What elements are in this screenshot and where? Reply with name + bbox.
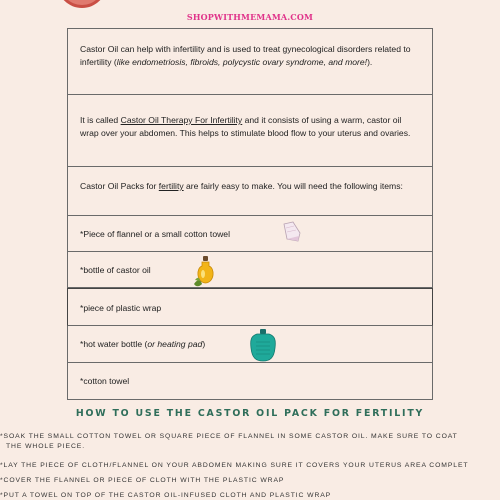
item-cotton-towel [67, 363, 433, 400]
therapy-text: It is called [80, 115, 121, 125]
therapy-text-end: and it consists of using a warm, castor oil wrap over your abdomen. This helps to stimulate blood flow to your uterus and ovaries. [80, 115, 411, 138]
hot-water-bottle-icon [249, 328, 277, 362]
intro-text: Castor Oil can help with infertility and is used to treat gynecological disorders related to infertility ( [80, 44, 411, 67]
oil-bottle-icon [192, 254, 218, 288]
item-castor-oil-label: *bottle of castor oil [80, 265, 151, 275]
therapy-link[interactable]: Castor Oil Therapy For Infertility [120, 115, 243, 125]
hot-water-text: *hot water bottle ( [80, 339, 148, 349]
item-cotton-towel-label: *cotton towel [80, 376, 130, 386]
item-plastic-wrap [67, 288, 433, 326]
item-flannel [67, 216, 433, 252]
intro-italic: like endometriosis, fibroids, polycystic ovary syndrome, and more! [116, 56, 368, 67]
intro-paragraph-2 [67, 95, 433, 167]
intro-paragraph-3 [67, 167, 433, 216]
items-intro-text: Castor Oil Packs for [80, 181, 159, 191]
step-3: *COVER THE FLANNEL OR PIECE OF CLOTH WITH THE PLASTIC WRAP [0, 477, 285, 484]
logo-badge [57, 0, 107, 8]
item-flannel-label: *Piece of flannel or a small cotton towel [80, 229, 230, 239]
item-castor-oil [67, 252, 433, 288]
item-plastic-wrap-label: *piece of plastic wrap [80, 303, 162, 313]
step-1: *SOAK THE SMALL COTTON TOWEL OR SQUARE PIECE OF FLANNEL IN SOME CASTOR OIL. MAKE SURE TO COAT [0, 433, 458, 440]
fertility-link[interactable]: fertility [158, 181, 184, 191]
site-name: SHOPWITHMEMAMA.COM [186, 12, 314, 22]
towel-icon [281, 220, 303, 244]
heating-pad-text: or heating pad [147, 339, 203, 349]
step-4: *PUT A TOWEL ON TOP OF THE CASTOR OIL-INFUSED CLOTH AND PLASTIC WRAP [0, 492, 332, 499]
intro-text-end: ). [367, 56, 373, 67]
step-2: *LAY THE PIECE OF CLOTH/FLANNEL ON YOUR ABDOMEN MAKING SURE IT COVERS YOUR UTERUS AREA COMPLET [0, 462, 469, 469]
howto-heading: HOW TO USE THE CASTOR OIL PACK FOR FERTILITY [75, 408, 425, 419]
hot-water-text-end: ) [202, 339, 206, 349]
step-1-continued: THE WHOLE PIECE. [6, 443, 85, 450]
intro-paragraph-1 [67, 28, 433, 95]
items-intro-text-end: are fairly easy to make. You will need the following items: [183, 181, 403, 191]
